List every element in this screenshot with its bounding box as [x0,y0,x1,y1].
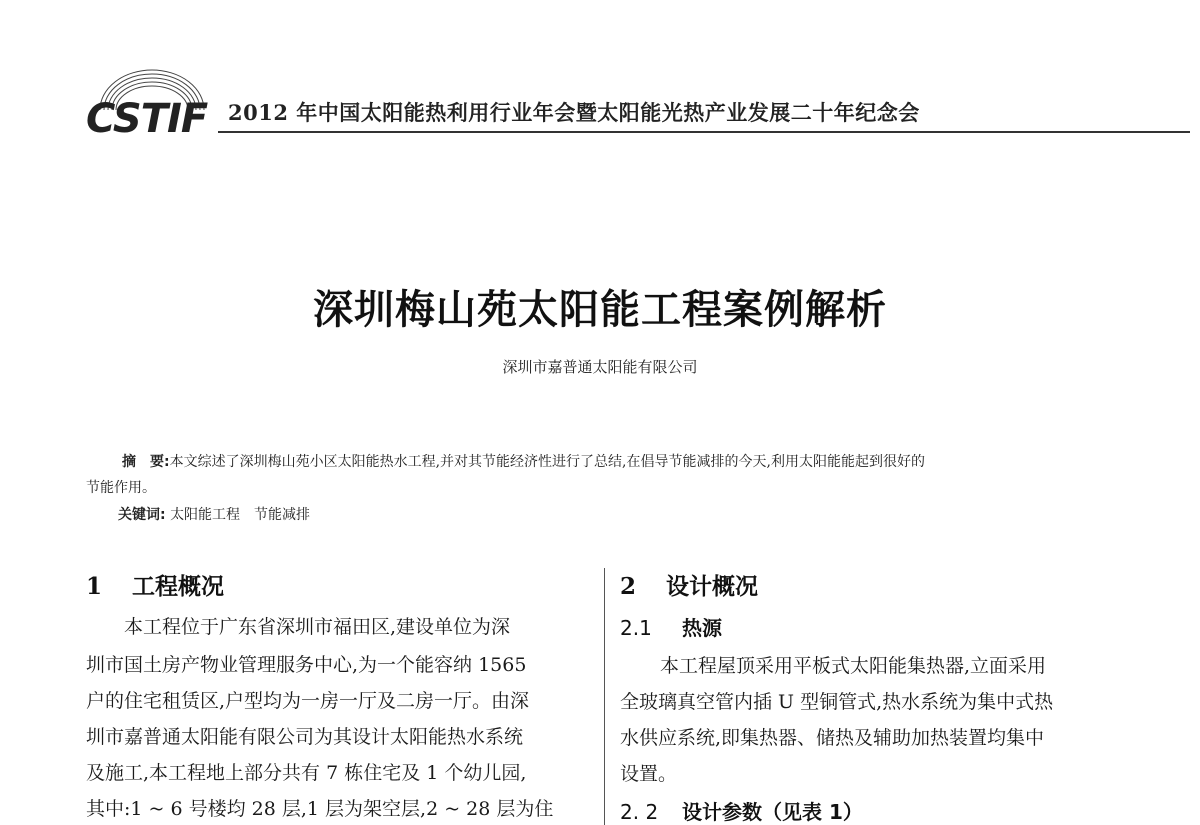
section-2-number: 2 [620,573,637,600]
section-2-1-line: 本工程屋顶采用平板式太阳能集热器,立面采用 [660,655,1047,677]
header-rule [218,131,1190,133]
section-1-heading [86,568,224,601]
section-1-line: 户的住宅租赁区,户型均为一房一厅及二房一厅。由深 [86,690,530,712]
abstract-text-line1: 本文综述了深圳梅山苑小区太阳能热水工程,并对其节能经济性进行了总结,在倡导节能减排的今天,利用太阳能能起到很好的 [169,454,925,470]
section-2-1-line: 设置。 [620,763,678,785]
paper-affiliation: 深圳市嘉普通太阳能有限公司 [502,358,698,376]
abstract-text-line2: 节能作用。 [86,480,156,496]
paper-title: 深圳梅山苑太阳能工程案例解析 [313,286,887,333]
subsection-2-2-number: 2. 2 [620,800,659,824]
abstract [86,449,1126,501]
section-2-heading [620,568,758,601]
subsection-2-1-number: 2.1 [620,616,652,640]
section-1-line: 本工程位于广东省深圳市福田区,建设单位为深 [124,616,511,638]
section-1-line: 及施工,本工程地上部分共有 7 栋住宅及 1 个幼儿园, [86,762,527,784]
subsection-2-1-title: 热源 [682,616,722,640]
section-2-1-line: 全玻璃真空管内插 U 型铜管式,热水系统为集中式热 [620,691,1054,713]
section-1-line: 其中:1 ~ 6 号楼均 28 层,1 层为架空层,2 ~ 28 层为住 [86,798,554,820]
keywords [118,504,310,524]
keywords-label: 关键词: [118,507,166,523]
section-1-title: 工程概况 [132,573,224,600]
section-1-line: 圳市国土房产物业管理服务中心,为一个能容纳 1565 [86,654,527,676]
column-divider [604,568,605,825]
conference-title: 2012 年中国太阳能热利用行业年会暨太阳能光热产业发展二十年纪念会 [228,100,920,125]
section-1-line: 圳市嘉普通太阳能有限公司为其设计太阳能热水系统 [86,726,524,748]
section-1-number: 1 [86,573,103,600]
subsection-2-2-title: 设计参数（见表 1） [682,800,863,824]
section-2-1-line: 水供应系统,即集热器、储热及辅助加热装置均集中 [620,727,1045,749]
abstract-label: 摘 要: [122,454,170,470]
section-2-title: 设计概况 [666,573,758,600]
cstif-logo: CSTIF [86,96,208,142]
keywords-text: 太阳能工程 节能减排 [170,507,311,523]
subsection-2-2-heading [620,796,863,825]
subsection-2-1-heading [620,612,722,641]
